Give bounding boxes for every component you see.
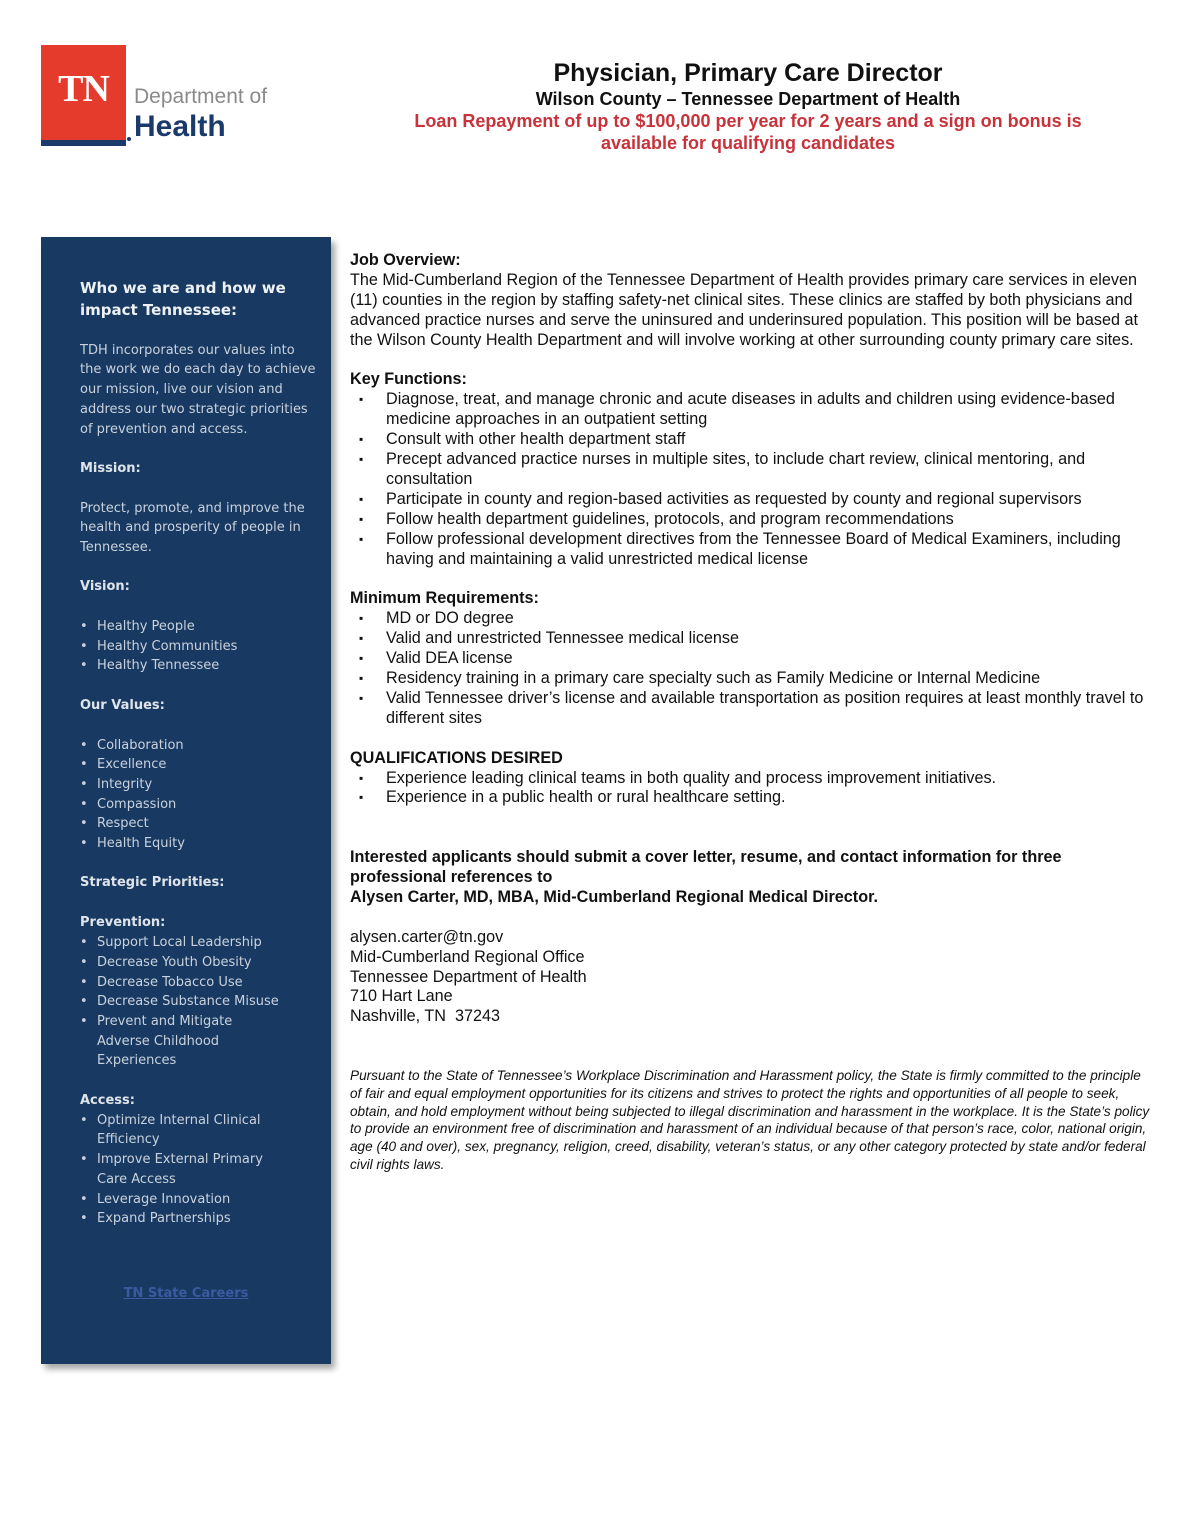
list-item: ▪ Diagnose, treat, and manage chronic and acute diseases in adults and children using evidence-based medicine approaches in an outpatient setting — [350, 390, 1150, 430]
equal-opportunity-statement: Pursuant to the State of Tennessee’s Workplace Discrimination and Harassment policy, the State is firmly committed to the principle of fair and equal employment opportunities for its citizens and strives to protect the rights and opportunities of all people to seek, obtain, and hold employment without being subjected to illegal discrimination and harassment in the workplace. It is the State’s policy to provide an environment free of discrimination and harassment of an individual because of that person’s race, color, national origin, age (40 and over), sex, pregnancy, religion, creed, disability, veteran’s status, or any other category protected by state and/or federal civil rights laws. — [350, 1068, 1150, 1173]
address-line: 710 Hart Lane — [350, 987, 453, 1006]
list-item: • Compassion — [80, 795, 320, 815]
overview-text: The Mid-Cumberland Region of the Tennessee Department of Health provides primary care services in eleven (11) counties in the region by staffing safety-net clinical sites. These clinics are staffed by both physicians and advanced practice nurses and serve the uninsured and underinsured population. This position will be based at the Wilson County Health Department and will involve working at other surrounding county primary care sites. — [350, 270, 1139, 349]
sidebar-intro: TDH incorporates our values into the work we do each day to achieve our mission, live our vision and address our two strategic priorities of prevention and access. — [80, 342, 316, 437]
tn-health-logo — [41, 45, 281, 145]
list-item: ▪ Consult with other health department staff — [350, 430, 1150, 450]
posting-header — [300, 58, 1196, 154]
list-item: ▪ Valid Tennessee driver’s license and available transportation as position requires at least monthly travel to different sites — [350, 689, 1150, 729]
list-item: ▪ Follow professional development directives from the Tennessee Board of Medical Examiners, including having and maintaining a valid unrestricted medical license — [350, 530, 1150, 570]
qualifications-list — [350, 769, 1150, 809]
logo-dot — [127, 137, 131, 141]
list-item: • Optimize Internal Clinical Efficiency — [80, 1111, 280, 1150]
list-item: • Healthy People — [80, 617, 320, 637]
list-item: • Decrease Youth Obesity — [80, 953, 320, 973]
tn-state-careers-link[interactable]: TN State Careers — [123, 1286, 249, 1301]
list-item: ▪ Valid DEA license — [350, 649, 1150, 669]
prevention-label: Prevention: — [80, 915, 166, 931]
job-subtitle: Wilson County – Tennessee Department of Health — [535, 89, 961, 109]
logo-tn-mark: TN — [41, 45, 126, 140]
list-item: ▪ Experience leading clinical teams in both quality and process improvement initiatives. — [350, 769, 1150, 789]
apply-instructions: Interested applicants should submit a cover letter, resume, and contact information for three professional references to — [350, 848, 1062, 887]
list-item: ▪ Follow health department guidelines, protocols, and program recommendations — [350, 510, 1150, 530]
list-item: • Decrease Tobacco Use — [80, 973, 320, 993]
list-item: ▪ Residency training in a primary care specialty such as Family Medicine or Internal Medicine — [350, 669, 1150, 689]
access-label: Access: — [80, 1092, 135, 1108]
list-item: • Leverage Innovation — [80, 1190, 320, 1210]
address-line: Nashville, TN 37243 — [350, 1007, 500, 1026]
vision-list — [80, 617, 320, 676]
list-item: • Collaboration — [80, 736, 320, 756]
logo-department-text: Department of — [134, 85, 268, 108]
sidebar-heading: Who we are and how we impact Tennessee: — [80, 279, 286, 319]
overview-title: Job Overview: — [350, 251, 461, 269]
logo-health-text: Health — [134, 110, 226, 143]
address-line: Mid-Cumberland Regional Office — [350, 947, 585, 966]
apply-contact: Alysen Carter, MD, MBA, Mid-Cumberland Regional Medical Director. — [350, 887, 878, 906]
list-item: • Support Local Leadership — [80, 933, 320, 953]
about-sidebar — [41, 237, 331, 1364]
list-item: • Integrity — [80, 775, 320, 795]
job-details — [350, 251, 1150, 1174]
list-item: • Respect — [80, 814, 320, 834]
list-item: • Excellence — [80, 755, 320, 775]
list-item: • Improve External Primary Care Access — [80, 1150, 280, 1189]
qualifications-title: QUALIFICATIONS DESIRED — [350, 748, 563, 767]
contact-email[interactable]: alysen.carter@tn.gov — [350, 927, 504, 946]
values-label: Our Values: — [80, 697, 165, 713]
list-item: • Healthy Tennessee — [80, 656, 320, 676]
key-functions-title: Key Functions: — [350, 370, 467, 389]
list-item: • Decrease Substance Misuse — [80, 992, 320, 1012]
list-item: • Healthy Communities — [80, 637, 320, 657]
incentive-notice: Loan Repayment of up to $100,000 per year for 2 years and a sign on bonus is available for qualifying candidates — [414, 111, 1082, 153]
values-list — [80, 736, 320, 854]
key-functions-list — [350, 390, 1150, 569]
list-item: • Health Equity — [80, 834, 320, 854]
mission-text: Protect, promote, and improve the health and prosperity of people in Tennessee. — [80, 500, 305, 555]
requirements-title: Minimum Requirements: — [350, 589, 539, 608]
address-line: Tennessee Department of Health — [350, 967, 587, 986]
job-title: Physician, Primary Care Director — [553, 59, 943, 87]
list-item: ▪ Valid and unrestricted Tennessee medical license — [350, 629, 1150, 649]
list-item: ▪ Precept advanced practice nurses in multiple sites, to include chart review, clinical mentoring, and consultation — [350, 450, 1150, 490]
list-item: ▪ MD or DO degree — [350, 609, 1150, 629]
vision-label: Vision: — [80, 579, 130, 595]
requirements-list — [350, 609, 1150, 728]
strategic-priorities-label: Strategic Priorities: — [80, 875, 225, 891]
list-item: • Expand Partnerships — [80, 1209, 320, 1229]
prevention-list — [80, 933, 320, 1071]
logo-underline — [41, 140, 126, 146]
list-item: ▪ Experience in a public health or rural healthcare setting. — [350, 788, 1150, 808]
list-item: ▪ Participate in county and region-based activities as requested by county and regional supervisors — [350, 490, 1150, 510]
access-list — [80, 1111, 320, 1229]
list-item: • Prevent and Mitigate Adverse Childhood Experiences — [80, 1012, 270, 1071]
mission-label: Mission: — [80, 460, 141, 476]
